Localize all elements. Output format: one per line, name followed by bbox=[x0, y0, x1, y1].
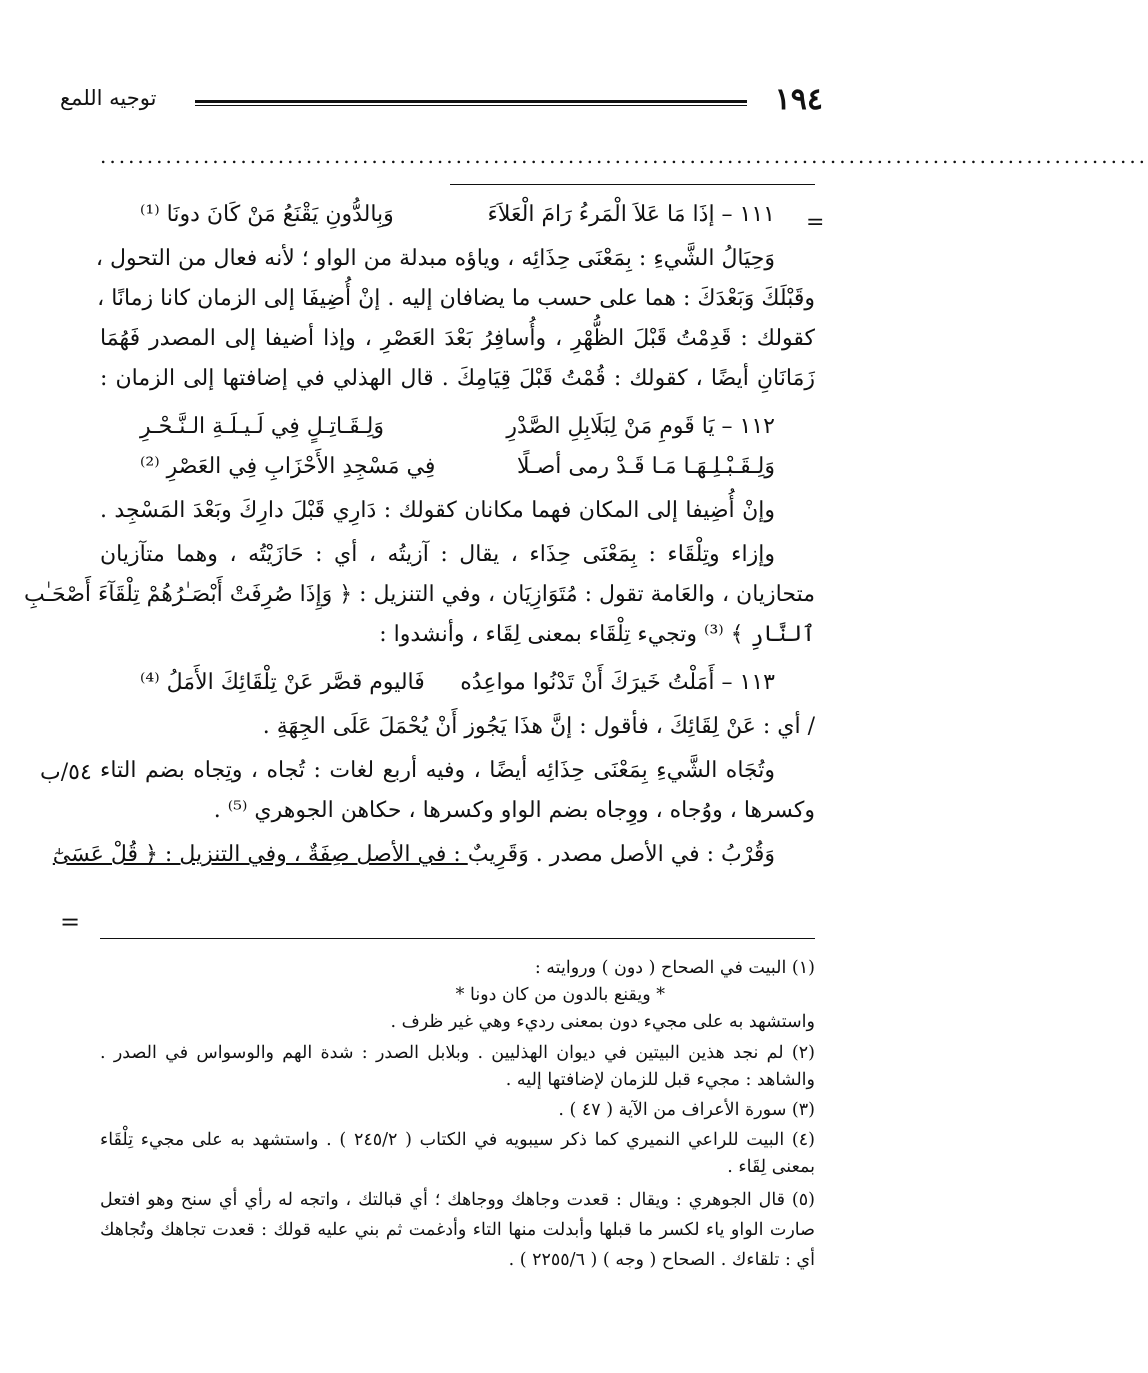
text-line: وتُجَاه الشَّيءِ بِمَعْنَى حِذَائِه أيضًا ، وفيه أربع لغات : تُجاه ، وتِجاه بضم التاء bbox=[100, 758, 775, 783]
footnote-5-cont: صارت الواو ياء لكسر ما قبلها وأبدلت منها التاء وأدغمت ثم بني عليه قولك : قعدت تجاهك وتُجاهك bbox=[100, 1220, 815, 1240]
verse-112-line1-second: وَلِـقَـاتِـلٍ فِي لَـيـلَـةِ الـنَّـحْـرِ bbox=[140, 414, 384, 439]
footnote-1-verse: * ويقنع بالدون من كان دونا * bbox=[455, 985, 665, 1005]
running-title: توجيه اللمع bbox=[60, 86, 157, 110]
text-line bbox=[52, 835, 775, 875]
manuscript-folio-note: ٥٤/ب bbox=[40, 760, 92, 785]
verse-113-first-hemistich: ١١٣ – أَمَلْتُ خَيرَكَ أَنْ تَدْنُوا مواعِدُه bbox=[460, 670, 775, 695]
footnote-5-end: أي : تلقاءك . الصحاح ( وجه ) ( ٢٢٥٥/٦ ) . bbox=[508, 1250, 815, 1270]
dotted-separator: ................................................................................................................ bbox=[100, 144, 1148, 168]
text-line: وكسرها ، ووُجاه ، ووِجاه بضم الواو وكسرها ، حكاهن الجوهري ⁽⁵⁾ . bbox=[213, 798, 815, 823]
text-line: / أي : عَنْ لِقَائِكَ ، فأقول : إنَّ هذَا يَجُوز أَنْ يُحْمَلَ عَلَى الجِهَةِ . bbox=[262, 714, 815, 739]
footnote-1-cont: واستشهد به على مجيء دون بمعنى رديء وهي غير ظرف . bbox=[390, 1012, 815, 1032]
footnote-2: (٢) لم نجد هذين البيتين في ديوان الهذليين . وبلابل الصدر : شدة الهم والوسواس في الصدر . bbox=[100, 1043, 815, 1063]
verse-112-line2-first: وَلِـقَـبْـلِـهَـا مَـا قَـدْ رمى أصـلًا bbox=[517, 454, 775, 479]
text-line: ٱلنَّارِ ﴾ ⁽³⁾ وتجيء تِلْقَاء بمعنى لِقَاء ، وأنشدوا : bbox=[379, 622, 815, 647]
text-line: متحازيان ، والعَامة تقول : مُتَوَازِيَان ، وفي التنزيل : ﴿ وَإِذَا صُرِفَتْ أَبْصَـٰرُهُمْ تِلْقَآءَ أَصْحَـٰبِ bbox=[23, 582, 815, 607]
text-line: وَحِيَالُ الشَّيءِ : بِمَعْنَى حِذَائِه ، وياؤه مبدلة من الواو ؛ لأنه فعال من التحول ، bbox=[95, 246, 775, 271]
text-fragment: وَقُرْبُ : في الأصل مصدر . وَقَرِيبٌ bbox=[467, 842, 775, 867]
footnote-1: (١) البيت في الصحاح ( دون ) وروايته : bbox=[534, 958, 815, 978]
footnote-5: (٥) قال الجوهري : ويقال : قعدت وجاهك ووجاهك ؛ أي قبالتك ، واتجه له رأي أي سنح وهو افتعل bbox=[100, 1190, 815, 1210]
footnote-2-cont: والشاهد : مجيء قبل للزمان لإضافتها إليه . bbox=[505, 1070, 815, 1090]
verse-112-line2-second: فِي مَسْجِدِ الأَحْزَابِ فِي العَصْرِ ⁽²⁾ bbox=[140, 454, 436, 479]
text-line: كقولك : قَدِمْتُ قَبْلَ الظُّهْرِ ، وأُسافِرُ بَعْدَ العَصْرِ ، وإذا أضيفا إلى المصدر فَهُمَا bbox=[100, 326, 815, 351]
text-line: وقَبْلَكَ وَبَعْدَكَ : هما على حسب ما يضافان إليه . إنْ أُضِيفَا إلى الزمان كانا زمانًا ، bbox=[97, 286, 815, 311]
continuation-mark-bottom: = bbox=[60, 908, 81, 936]
text-line: وإزاء وتِلْقَاء : بِمَعْنَى حِذَاء ، يقال : آزيتُه ، أي : حَازَيْتُه ، وهما متآزيان bbox=[100, 542, 775, 567]
verse-overline bbox=[450, 184, 815, 185]
verse-113-second-hemistich: فَاليوم قصَّر عَنْ تِلْقَائِكَ الأَمَلُ ⁽⁴⁾ bbox=[140, 670, 425, 695]
verse-111-second-hemistich: وَبِالدُّونِ يَقْنَعُ مَنْ كَانَ دونَا ⁽¹⁾ bbox=[140, 202, 394, 227]
footnote-4-cont: بمعنى لِقَاء . bbox=[727, 1157, 815, 1177]
footnote-separator bbox=[100, 938, 815, 939]
continuation-mark-top: = bbox=[806, 210, 825, 235]
header-rule bbox=[195, 100, 747, 106]
text-line: وإنْ أُضِيفا إلى المكان فهما مكانان كقولك : دَارِي قَبْلَ دارِكَ وبَعْدَ المَسْجِد . bbox=[100, 498, 775, 523]
running-header bbox=[60, 82, 823, 122]
text-line: زَمَانَانِ أيضًا ، كقولك : قُمْتُ قَبْلَ قِيَامِكَ . قال الهذلي في إضافتها إلى الزمان : bbox=[100, 366, 815, 391]
underlined-fragment: : في الأصل صِفَةٌ ، وفي التنزيل : ﴿ قُلْ عَسَىٰٓ bbox=[52, 842, 468, 867]
verse-111-first-hemistich: ١١١ – إذَا مَا عَلاَ الْمَرءُ رَامَ الْعَلاَءَ bbox=[487, 202, 775, 227]
page-number: ١٩٤ bbox=[774, 82, 823, 117]
verse-112-line1-first: ١١٢ – يَا قَومِ مَنْ لِبَلَابِلِ الصَّدْرِ bbox=[506, 414, 775, 439]
footnote-3: (٣) سورة الأعراف من الآية ( ٤٧ ) . bbox=[558, 1100, 815, 1120]
footnote-4: (٤) البيت للراعي النميري كما ذكر سيبويه في الكتاب ( ٢٤٥/٢ ) . واستشهد به على مجيء تِلْقَاء bbox=[100, 1130, 815, 1150]
